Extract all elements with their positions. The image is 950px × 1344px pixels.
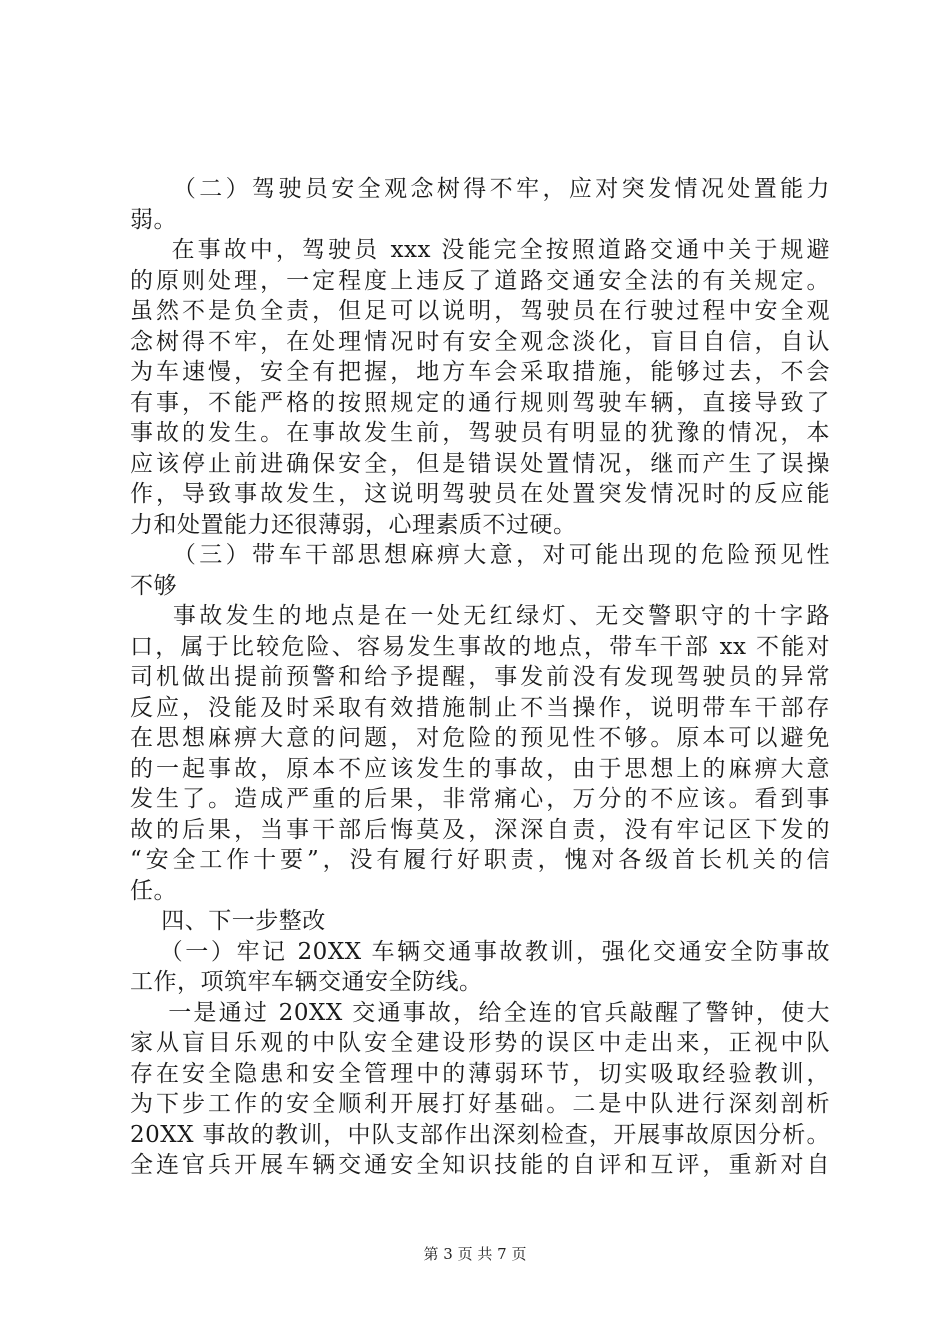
text-line: 作，导致事故发生，这说明驾驶员在处置突发情况时的反应能 (130, 481, 830, 507)
text-line: 任。 (130, 877, 177, 904)
text-line: 为车速慢，安全有把握，地方车会采取措施，能够过去，不会 (130, 359, 830, 385)
text-line: 存在安全隐患和安全管理中的薄弱环节，切实吸取经验教训， (130, 1060, 830, 1087)
text-line: 反应，没能及时采取有效措施制止不当操作，说明带车干部存 (130, 694, 830, 721)
text-line: 在事故中，驾驶员 xxx 没能完全按照道路交通中关于规避 (130, 237, 830, 263)
text-line: 的原则处理，一定程度上违反了道路交通安全法的有关规定。 (130, 267, 830, 294)
text-line: （二）驾驶员安全观念树得不牢，应对突发情况处置能力 (130, 176, 830, 202)
text-line: （一）牢记 20XX 车辆交通事故教训，强化交通安全防事故 (130, 938, 830, 965)
text-line: 全连官兵开展车辆交通安全知识技能的自评和互评，重新对自 (130, 1152, 830, 1178)
text-line: 司机做出提前预警和给予提醒，事发前没有发现驾驶员的异常 (130, 664, 830, 690)
text-line: （三）带车干部思想麻痹大意，对可能出现的危险预见性 (130, 542, 830, 568)
text-line: 一是通过 20XX 交通事故，给全连的官兵敲醒了警钟，使大 (130, 999, 830, 1026)
text-line: 口，属于比较危险、容易发生事故的地点，带车干部 xx 不能对 (130, 633, 830, 660)
text-line: 为下步工作的安全顺利开展打好基础。二是中队进行深刻剖析 (130, 1091, 830, 1117)
text-line: 念树得不牢，在处理情况时有安全观念淡化，盲目自信，自认 (130, 328, 830, 355)
text-line: 事故发生的地点是在一处无红绿灯、无交警职守的十字路 (130, 603, 830, 629)
section-heading: 四、下一步整改 (130, 908, 326, 934)
text-line: 发生了。造成严重的后果，非常痛心，万分的不应该。看到事 (130, 786, 830, 812)
page-number-footer: 第 3 页 共 7 页 (423, 1245, 527, 1263)
text-line: “安全工作十要”，没有履行好职责，愧对各级首长机关的信 (130, 847, 830, 873)
text-line: 20XX 事故的教训，中队支部作出深刻检查，开展事故原因分析。 (130, 1121, 830, 1148)
text-line: 不够 (130, 572, 177, 599)
text-line: 有事，不能严格的按照规定的通行规则驾驶车辆，直接导致了 (130, 389, 830, 416)
text-line: 家从盲目乐观的中队安全建设形势的误区中走出来，正视中队 (130, 1030, 830, 1056)
document-body (130, 174, 830, 1181)
text-line: 工作，项筑牢车辆交通安全防线。 (130, 969, 483, 995)
text-line: 应该停止前进确保安全，但是错误处置情况，继而产生了误操 (130, 450, 830, 477)
text-line: 的一起事故，原本不应该发生的事故，由于思想上的麻痹大意 (130, 755, 830, 782)
text-line: 故的后果，当事干部后悔莫及，深深自责，没有牢记区下发的 (130, 816, 830, 843)
text-line: 事故的发生。在事故发生前，驾驶员有明显的犹豫的情况，本 (130, 420, 830, 446)
text-line: 力和处置能力还很薄弱，心理素质不过硬。 (130, 511, 577, 538)
text-line: 在思想麻痹大意的问题，对危险的预见性不够。原本可以避免 (130, 725, 830, 751)
text-line: 弱。 (130, 206, 177, 233)
text-line: 虽然不是负全责，但足可以说明，驾驶员在行驶过程中安全观 (130, 298, 830, 324)
